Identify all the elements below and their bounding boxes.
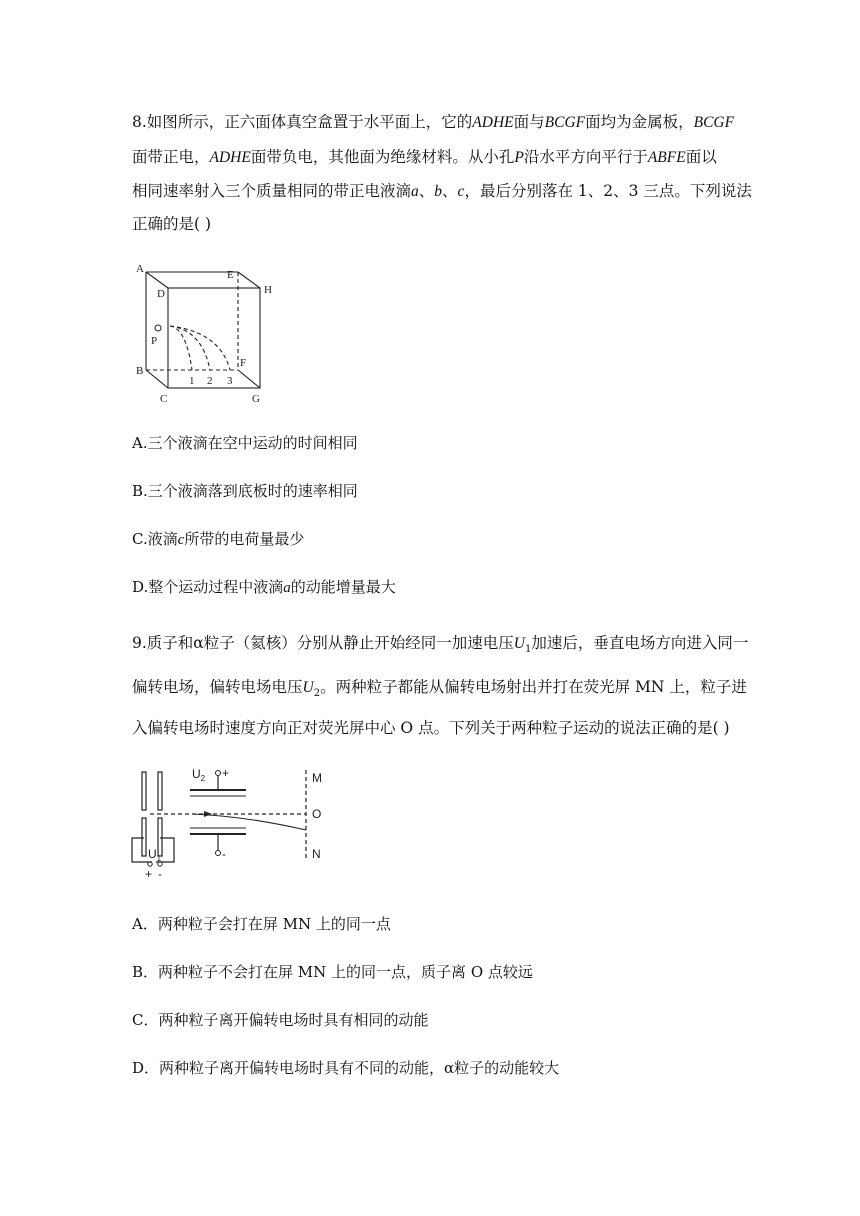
q8-option-a: A.三个液滴在空中运动的时间相同 <box>132 434 358 452</box>
label-C: C <box>160 393 168 405</box>
label-U1: $U_1$ <box>148 847 162 863</box>
label-F: F <box>240 357 247 369</box>
q8-cube-figure <box>126 262 286 410</box>
label-minus-bottom: - <box>222 847 226 861</box>
label-P: P <box>151 335 158 347</box>
label-H: H <box>264 284 272 296</box>
label-minus: - <box>158 867 162 881</box>
label-M: M <box>312 771 322 785</box>
q8-option-d: D.整个运动过程中液滴a的动能增量最大 <box>132 578 396 596</box>
label-plus: + <box>145 867 153 881</box>
q8-option-b: B.三个液滴落到底板时的速率相同 <box>132 482 358 500</box>
label-O: O <box>312 807 322 821</box>
label-1: 1 <box>189 375 195 387</box>
q9-option-d: D．两种粒子离开偏转电场时具有不同的动能，α粒子的动能较大 <box>132 1059 560 1077</box>
label-3: 3 <box>227 375 233 387</box>
q9-stem-line-1: 9.质子和α粒子（氦核）分别从静止开始经同一加速电压$U_1$加速后，垂直电场方向进入同一 <box>132 634 749 656</box>
label-2: 2 <box>207 375 213 387</box>
q8-option-c: C.液滴c所带的电荷量最少 <box>132 530 305 548</box>
q8-stem-line-3: 相同速率射入三个质量相同的带正电液滴a、b、c，最后分别落在 1、2、3 三点。下列说法 <box>132 182 752 200</box>
label-plus-top: + <box>222 766 230 780</box>
label-U2: $U_2$ <box>192 767 206 783</box>
label-N: N <box>312 847 321 861</box>
q9-option-c: C．两种粒子离开偏转电场时具有相同的动能 <box>132 1011 429 1029</box>
q8-stem-line-2: 面带正电，ADHE面带负电，其他面为绝缘材料。从小孔P沿水平方向平行于ABFE面以 <box>132 148 717 166</box>
q9-stem-line-2: 偏转电场，偏转电场电压$U_2$。两种粒子都能从偏转电场射出并打在荧光屏 MN 上，粒子进 <box>132 678 747 700</box>
q9-option-b: B．两种粒子不会打在屏 MN 上的同一点，质子离 O 点较远 <box>132 963 533 981</box>
label-D: D <box>157 288 165 300</box>
label-G: G <box>252 393 260 405</box>
q8-stem-line-4: 正确的是( ) <box>132 215 212 233</box>
q9-stem-line-3: 入偏转电场时速度方向正对荧光屏中心 O 点。下列关于两种粒子运动的说法正确的是( ) <box>132 719 730 737</box>
label-A: A <box>136 263 144 275</box>
q8-stem-line-1: 8.如图所示，正六面体真空盒置于水平面上，它的ADHE面与BCGF面均为金属板，BCGF <box>132 113 735 131</box>
label-B: B <box>136 365 144 377</box>
q9-option-a: A．两种粒子会打在屏 MN 上的同一点 <box>132 915 391 933</box>
label-E: E <box>227 269 234 281</box>
q9-deflection-figure <box>124 762 344 882</box>
velocity-arrow-icon <box>204 811 212 817</box>
